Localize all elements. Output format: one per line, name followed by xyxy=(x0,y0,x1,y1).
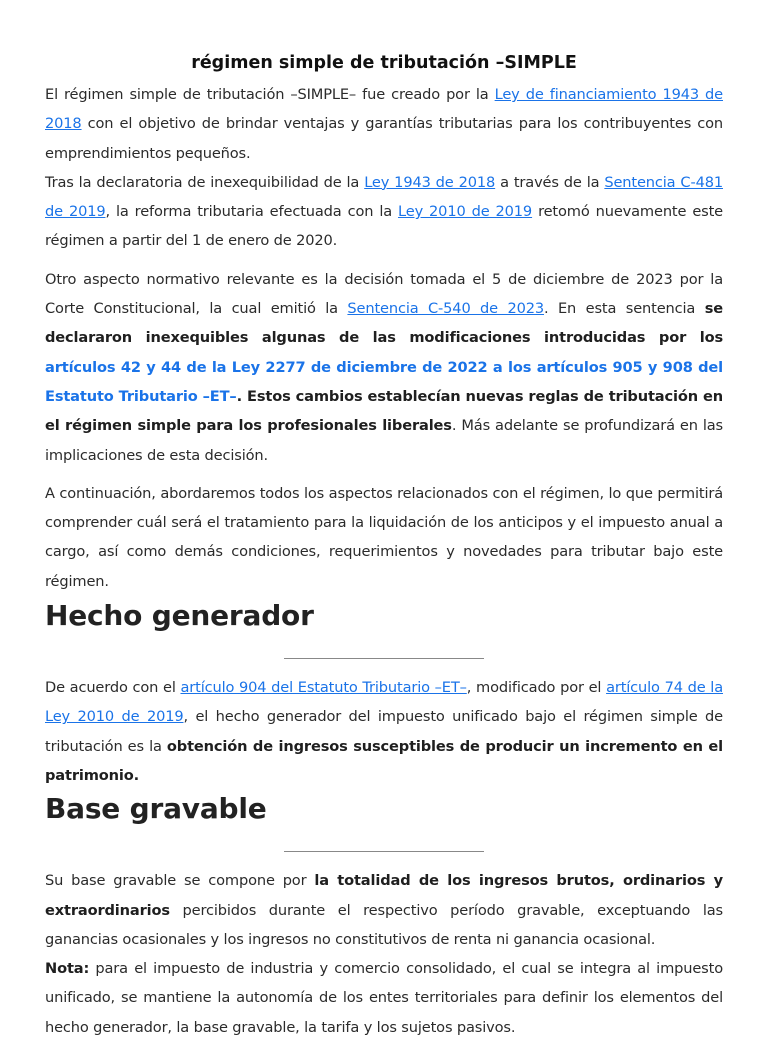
bold-blue-text: artículos 42 y 44 de la Ley 2277 de diciembre de 2022 a los artículos 905 y 908 del Estatuto Tributario –ET– xyxy=(45,358,723,405)
base-paragraph xyxy=(45,866,723,954)
link-ley-1943[interactable]: Ley 1943 de 2018 xyxy=(364,173,496,191)
link-sentencia-c481[interactable]: Sentencia C-481 de 2019 xyxy=(45,173,723,221)
text: retomó nuevamente este régimen a partir del 1 de enero de 2020. xyxy=(45,203,724,250)
text: , modificado por el xyxy=(466,679,607,697)
link-sentencia-c540[interactable]: Sentencia C-540 de 2023 xyxy=(347,300,545,318)
bold-text: se declararon inexequibles algunas de las modificaciones introducidas por los xyxy=(45,300,723,347)
nota-label: Nota: xyxy=(45,960,90,978)
link-ley-2010[interactable]: Ley 2010 de 2019 xyxy=(398,203,533,221)
intro-paragraph-2 xyxy=(45,168,723,256)
text: , la reforma tributaria efectuada con la xyxy=(105,203,399,221)
section-divider xyxy=(284,658,484,659)
nota-paragraph xyxy=(45,954,723,1042)
bold-text: obtención de ingresos susceptibles de producir un incremento en el patrimonio. xyxy=(45,737,723,784)
bold-text: . Estos cambios establecían nuevas reglas de tributación en el régimen simple para los profesionales liberales xyxy=(45,387,723,435)
text: para el impuesto de industria y comercio consolidado, el cual se integra al impuesto unificado, se mantiene la autonomía de los entes territoriales para definir los elementos del hecho generador, la base gravable, la tarifa y los sujetos pasivos. xyxy=(45,960,723,1036)
section-divider xyxy=(284,851,484,852)
link-articulo-74[interactable]: artículo 74 de la Ley 2010 de 2019 xyxy=(45,679,723,726)
text: . En esta sentencia xyxy=(544,300,705,318)
link-articulo-904[interactable]: artículo 904 del Estatuto Tributario –ET– xyxy=(180,679,467,697)
text: percibidos durante el respectivo período gravable, exceptuando las ganancias ocasionales y los ingresos no constitutivos de renta ni ganancia ocasional. xyxy=(45,901,723,948)
text: Otro aspecto normativo relevante es la decisión tomada el 5 de diciembre de 2023 por la Corte Constitucional, la cual emitió la xyxy=(45,270,723,318)
text: El régimen simple de tributación –SIMPLE– fue creado por la xyxy=(45,86,495,103)
text: a través de la xyxy=(495,173,605,191)
intro-paragraph-4: A continuación, abordaremos todos los aspectos relacionados con el régimen, lo que permitirá comprender cuál será el tratamiento para la liquidación de los anticipos y el impuesto anual a cargo, así como demás condiciones, requerimientos y novedades para tributar bajo este régimen. xyxy=(45,484,723,590)
document-title: régimen simple de tributación –SIMPLE xyxy=(191,53,577,73)
bold-text: la totalidad de los ingresos brutos, ordinarios y extraordinarios xyxy=(45,872,723,919)
hecho-paragraph xyxy=(45,673,723,790)
heading-base-gravable: Base gravable xyxy=(45,792,267,826)
intro-paragraph-1 xyxy=(45,80,723,168)
text: Su base gravable se compone por xyxy=(45,872,315,890)
link-ley-financiamiento[interactable]: Ley de financiamiento 1943 de 2018 xyxy=(45,86,723,133)
text: . Más adelante se profundizará en las implicaciones de esta decisión. xyxy=(45,417,723,464)
text: De acuerdo con el xyxy=(45,679,181,697)
text: , el hecho generador del impuesto unificado bajo el régimen simple de tributación es la xyxy=(45,708,723,755)
text: Tras la declaratoria de inexequibilidad de la xyxy=(45,173,365,191)
text: con el objetivo de brindar ventajas y garantías tributarias para los contribuyentes con emprendimientos pequeños. xyxy=(45,115,723,162)
intro-paragraph-3 xyxy=(45,265,723,470)
heading-hecho-generador: Hecho generador xyxy=(45,599,314,633)
